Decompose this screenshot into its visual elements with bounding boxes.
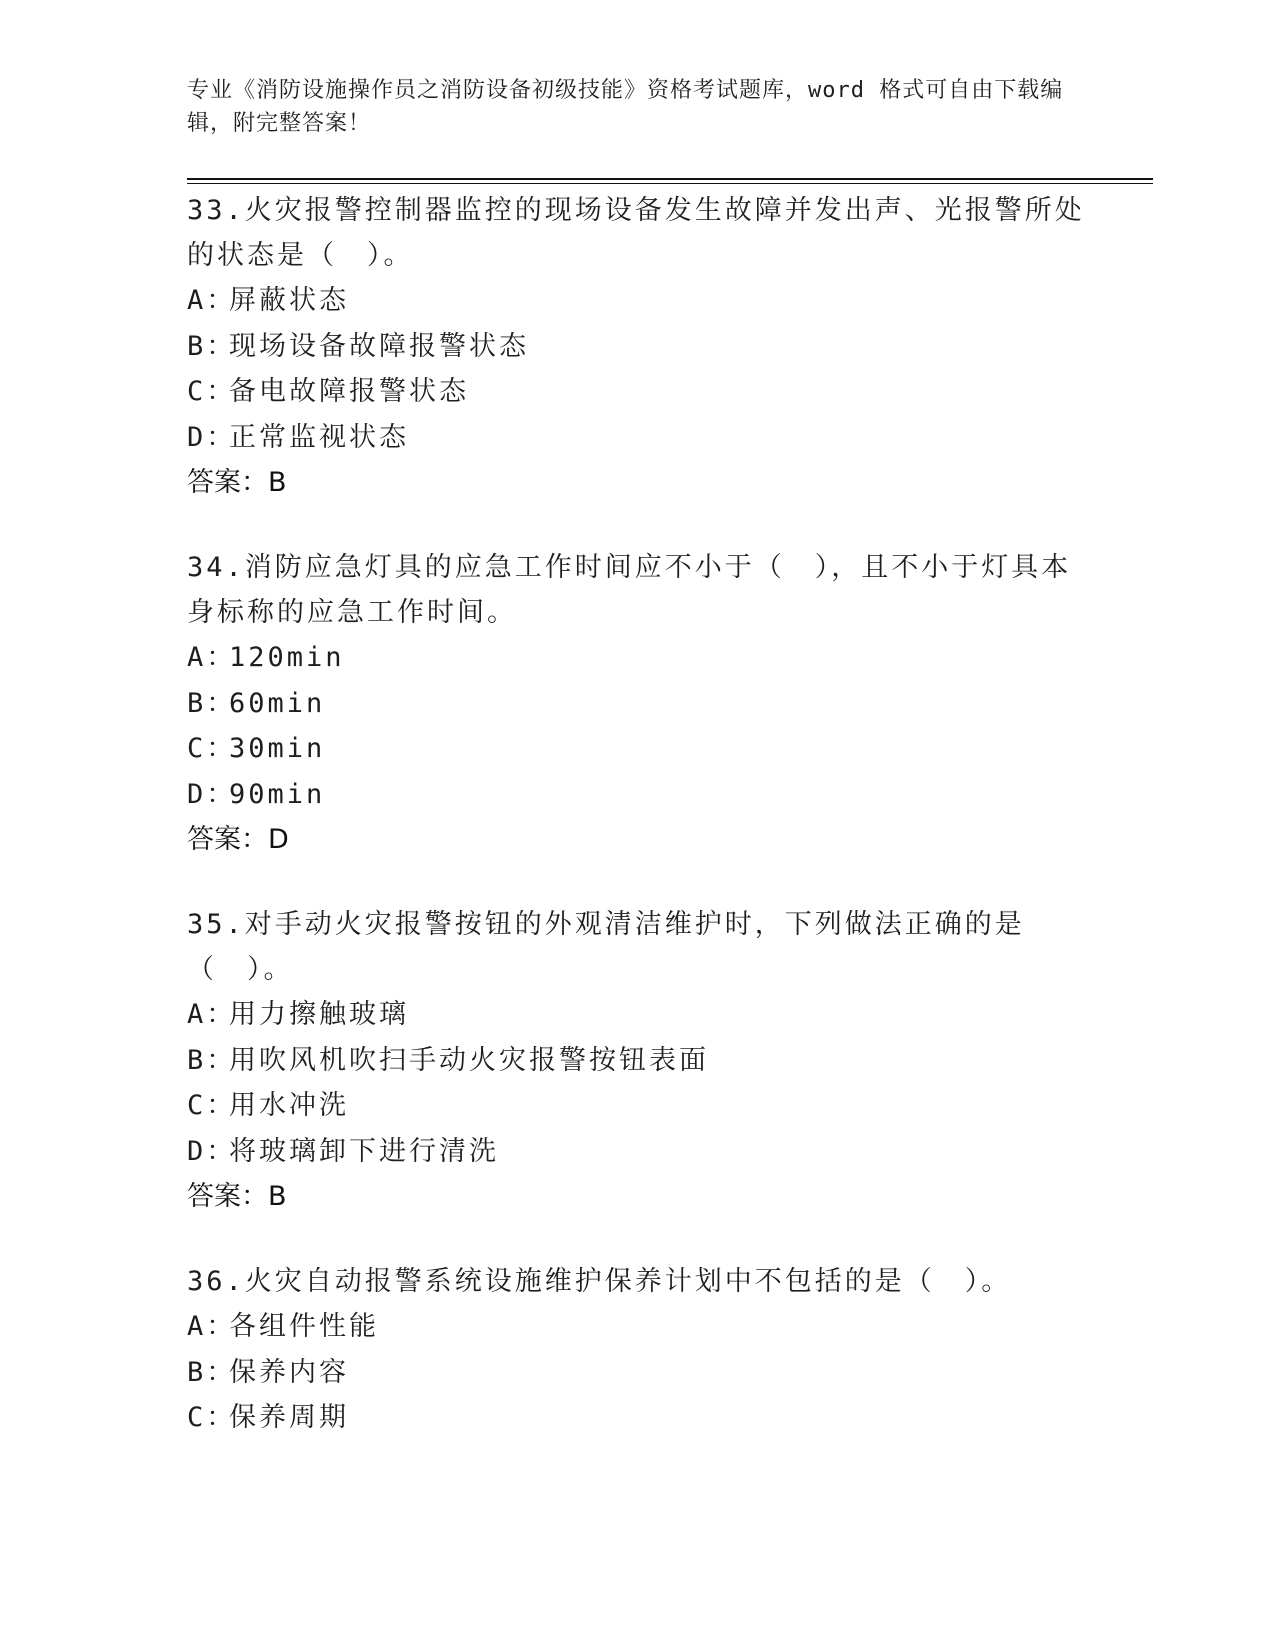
question-34: [187, 545, 1087, 862]
option-text: 90min: [229, 778, 326, 810]
answer-line: 答案：B: [187, 467, 287, 498]
option-c: [187, 369, 1087, 415]
option-text: 用力擦触玻璃: [229, 999, 409, 1030]
option-text: 用吹风机吹扫手动火灾报警按钮表面: [229, 1044, 709, 1076]
option-letter: C：: [187, 1090, 237, 1121]
option-b: [187, 1038, 1087, 1084]
option-b: [187, 681, 1087, 727]
option-text: 用水冲洗: [229, 1090, 349, 1121]
option-text: 现场设备故障报警状态: [229, 330, 529, 362]
option-letter: A：: [187, 285, 237, 316]
option-letter: B：: [187, 1044, 237, 1076]
option-letter: D：: [187, 1135, 237, 1167]
question-stem: 35.对手动火灾报警按钮的外观清洁维护时，下列做法正确的是（ ）。: [187, 909, 1025, 985]
option-letter: C：: [187, 376, 237, 407]
option-letter: D：: [187, 421, 237, 453]
question-list: [187, 188, 1087, 1481]
question-stem: 36.火灾自动报警系统设施维护保养计划中不包括的是（ ）。: [187, 1266, 1012, 1297]
option-a: [187, 1304, 1087, 1350]
option-letter: A：: [187, 1311, 237, 1342]
option-a: [187, 635, 1087, 681]
option-letter: B：: [187, 330, 237, 362]
question-stem: 34.消防应急灯具的应急工作时间应不小于（ ），且不小于灯具本身标称的应急工作时间。: [187, 552, 1072, 628]
header-divider-thin: [187, 183, 1153, 184]
option-text: 各组件性能: [229, 1311, 379, 1342]
option-a: [187, 278, 1087, 324]
option-letter: A：: [187, 642, 237, 673]
option-text: 60min: [229, 687, 326, 719]
option-a: [187, 992, 1087, 1038]
option-text: 备电故障报警状态: [229, 376, 469, 407]
answer-line: 答案：B: [187, 1181, 287, 1212]
option-d: [187, 415, 1087, 461]
question-33: [187, 188, 1087, 505]
option-letter: C：: [187, 1402, 237, 1433]
option-c: [187, 1083, 1087, 1129]
option-text: 保养周期: [229, 1402, 349, 1433]
option-b: [187, 324, 1087, 370]
option-text: 保养内容: [229, 1356, 349, 1388]
option-c: [187, 1395, 1087, 1441]
option-text: 30min: [229, 733, 326, 764]
option-letter: D：: [187, 778, 237, 810]
option-d: [187, 772, 1087, 818]
option-text: 将玻璃卸下进行清洗: [229, 1135, 499, 1167]
question-stem: 33.火灾报警控制器监控的现场设备发生故障并发出声、光报警所处的状态是（ ）。: [187, 195, 1085, 271]
option-text: 正常监视状态: [229, 421, 409, 453]
option-c: [187, 726, 1087, 772]
header-divider-thick: [187, 178, 1153, 180]
option-d: [187, 1129, 1087, 1175]
option-letter: B：: [187, 1356, 237, 1388]
question-35: [187, 902, 1087, 1219]
option-text: 120min: [229, 642, 345, 673]
option-letter: C：: [187, 733, 237, 764]
option-text: 屏蔽状态: [229, 285, 349, 316]
document-header: 专业《消防设施操作员之消防设备初级技能》资格考试题库，word 格式可自由下载编辑，附完整答案！: [187, 78, 1064, 136]
option-b: [187, 1350, 1087, 1396]
option-letter: A：: [187, 999, 237, 1030]
option-letter: B：: [187, 687, 237, 719]
answer-line: 答案：D: [187, 824, 289, 855]
question-36: [187, 1259, 1087, 1441]
